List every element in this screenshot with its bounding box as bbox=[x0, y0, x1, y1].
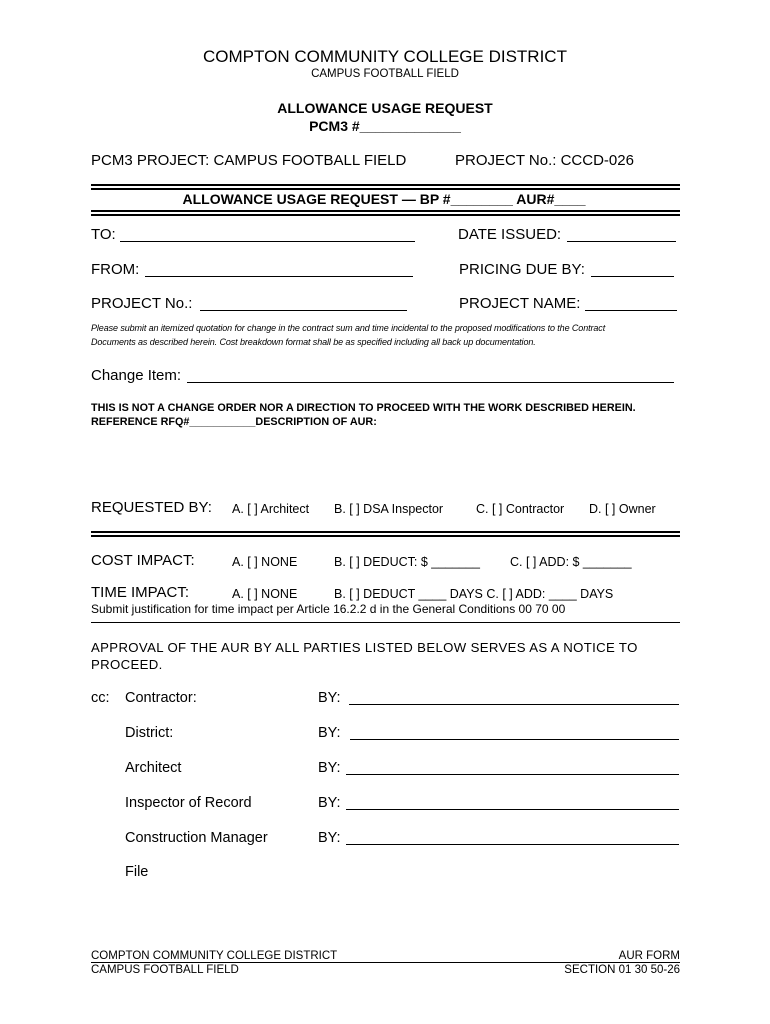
project-no-label: PROJECT No.: bbox=[91, 295, 193, 312]
district-signature-line[interactable] bbox=[350, 739, 679, 740]
date-issued-label: DATE ISSUED: bbox=[458, 226, 562, 243]
facility-subtitle: CAMPUS FOOTBALL FIELD bbox=[311, 68, 459, 80]
cost-impact-label: COST IMPACT: bbox=[91, 552, 195, 569]
district-title: COMPTON COMMUNITY COLLEGE DISTRICT bbox=[203, 47, 567, 66]
cc-by-label: BY: bbox=[318, 690, 341, 706]
instructions-line-2: Documents as described herein. Cost breakdown format shall be as specified including all back up documentation. bbox=[91, 337, 536, 347]
cc-construction-manager: Construction Manager bbox=[125, 830, 268, 846]
project-name-input-line[interactable] bbox=[585, 310, 677, 311]
cost-impact-none[interactable]: A. [ ] NONE bbox=[232, 555, 298, 569]
cc-by-label: BY: bbox=[318, 760, 341, 776]
time-impact-note: Submit justification for time impact per Article 16.2.2 d in the General Conditions 00 70 00 bbox=[91, 602, 566, 616]
cc-architect: Architect bbox=[125, 760, 182, 776]
requested-by-contractor[interactable]: C. [ ] Contractor bbox=[476, 502, 565, 516]
footer-rule bbox=[91, 962, 680, 963]
from-input-line[interactable] bbox=[145, 276, 413, 277]
requested-by-dsa-inspector[interactable]: B. [ ] DSA Inspector bbox=[334, 502, 444, 516]
double-rule bbox=[91, 184, 680, 190]
requested-by-architect[interactable]: A. [ ] Architect bbox=[232, 502, 310, 516]
to-label: TO: bbox=[91, 226, 116, 243]
to-input-line[interactable] bbox=[120, 241, 415, 242]
contractor-signature-line[interactable] bbox=[349, 704, 679, 705]
project-no-input-line[interactable] bbox=[200, 310, 407, 311]
instructions-line-1: Please submit an itemized quotation for change in the contract sum and time incidental to the proposed modifications to the Contract bbox=[91, 323, 606, 333]
project-line-project: PCM3 PROJECT: CAMPUS FOOTBALL FIELD bbox=[91, 152, 407, 169]
cost-impact-add[interactable]: C. [ ] ADD: $ _______ bbox=[510, 555, 632, 569]
form-title: ALLOWANCE USAGE REQUEST bbox=[277, 100, 493, 116]
construction-manager-signature-line[interactable] bbox=[346, 844, 679, 845]
double-rule bbox=[91, 210, 680, 216]
from-label: FROM: bbox=[91, 261, 140, 278]
cc-label: cc: bbox=[91, 690, 110, 706]
footer-section: SECTION 01 30 50-26 bbox=[564, 964, 680, 976]
aur-bar-title: ALLOWANCE USAGE REQUEST — BP #________ AUR#____ bbox=[182, 191, 586, 207]
pcm3-number: PCM3 #_____________ bbox=[309, 118, 461, 134]
footer-district: COMPTON COMMUNITY COLLEGE DISTRICT bbox=[91, 950, 338, 962]
pricing-due-input-line[interactable] bbox=[591, 276, 674, 277]
change-item-label: Change Item: bbox=[91, 367, 182, 384]
cc-file: File bbox=[125, 864, 149, 880]
project-line-number: PROJECT No.: CCCD-026 bbox=[455, 152, 634, 169]
time-impact-none[interactable]: A. [ ] NONE bbox=[232, 587, 298, 601]
approval-line-2: PROCEED. bbox=[91, 657, 163, 672]
inspector-signature-line[interactable] bbox=[346, 809, 679, 810]
cc-district: District: bbox=[125, 725, 174, 741]
architect-signature-line[interactable] bbox=[346, 774, 679, 775]
cc-by-label: BY: bbox=[318, 830, 341, 846]
single-rule bbox=[91, 622, 680, 623]
notice-line-1: THIS IS NOT A CHANGE ORDER NOR A DIRECTION TO PROCEED WITH THE WORK DESCRIBED HEREIN. bbox=[91, 402, 636, 414]
cost-impact-deduct[interactable]: B. [ ] DEDUCT: $ _______ bbox=[334, 555, 480, 569]
time-impact-deduct-add[interactable]: B. [ ] DEDUCT ____ DAYS C. [ ] ADD: ____ DAYS bbox=[334, 587, 614, 601]
requested-by-label: REQUESTED BY: bbox=[91, 499, 212, 516]
footer-form-name: AUR FORM bbox=[618, 950, 680, 962]
cc-contractor: Contractor: bbox=[125, 690, 197, 706]
notice-line-2: REFERENCE RFQ#___________DESCRIPTION OF AUR: bbox=[91, 416, 377, 428]
time-impact-label: TIME IMPACT: bbox=[91, 584, 190, 601]
footer-facility: CAMPUS FOOTBALL FIELD bbox=[91, 964, 239, 976]
double-rule bbox=[91, 531, 680, 537]
approval-line-1: APPROVAL OF THE AUR BY ALL PARTIES LISTED BELOW SERVES AS A NOTICE TO bbox=[91, 640, 638, 655]
cc-by-label: BY: bbox=[318, 725, 341, 741]
project-name-label: PROJECT NAME: bbox=[459, 295, 581, 312]
change-item-input-line[interactable] bbox=[187, 382, 674, 383]
requested-by-owner[interactable]: D. [ ] Owner bbox=[589, 502, 656, 516]
date-issued-input-line[interactable] bbox=[567, 241, 676, 242]
cc-by-label: BY: bbox=[318, 795, 341, 811]
pricing-due-label: PRICING DUE BY: bbox=[459, 261, 585, 278]
cc-inspector-of-record: Inspector of Record bbox=[125, 795, 252, 811]
